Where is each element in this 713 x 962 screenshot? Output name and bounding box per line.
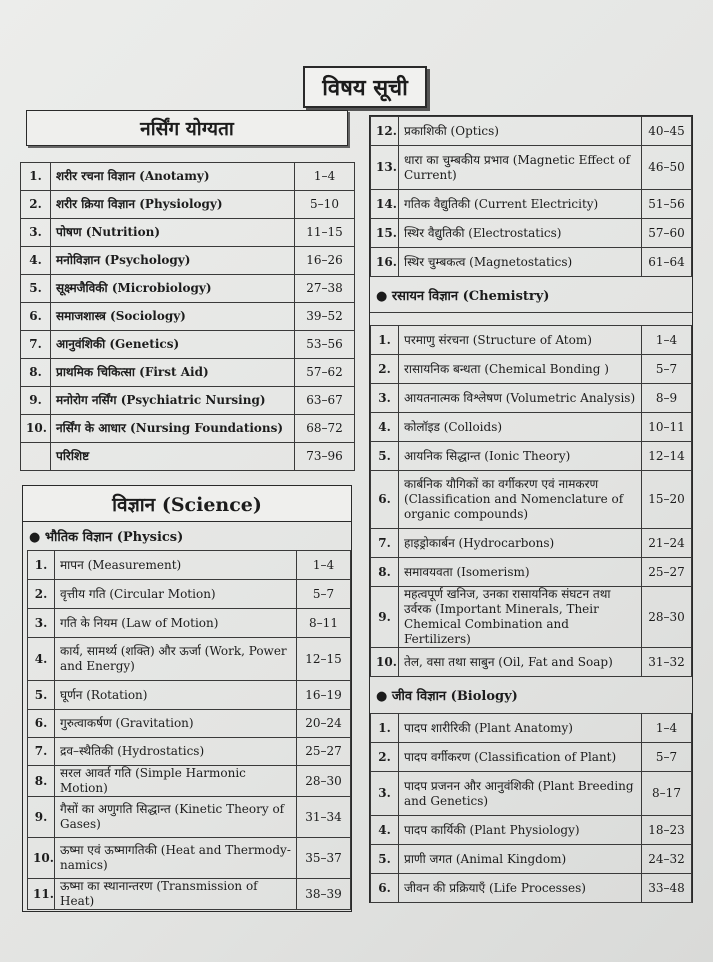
table-row <box>371 772 692 816</box>
row-number: 3. <box>371 772 399 816</box>
row-number: 3. <box>371 384 399 413</box>
row-pages: 8–17 <box>642 772 692 816</box>
row-topic: घूर्णन (Rotation) <box>55 681 297 710</box>
row-number: 4. <box>371 816 399 845</box>
biology-label: ● जीव विज्ञान (Biology) <box>376 689 518 704</box>
row-pages: 10–11 <box>642 413 692 442</box>
row-number: 4. <box>371 413 399 442</box>
row-number: 10. <box>21 415 51 443</box>
row-pages: 21–24 <box>642 529 692 558</box>
row-topic: गतिक वैद्युतिकी (Current Electricity) <box>399 190 642 219</box>
row-number: 8. <box>21 359 51 387</box>
row-topic: आयनिक सिद्धान्त (Ionic Theory) <box>399 442 642 471</box>
table-row <box>371 874 692 903</box>
row-topic: प्राथमिक चिकित्सा (First Aid) <box>51 359 295 387</box>
row-number: 11. <box>28 879 55 910</box>
row-number: 1. <box>371 326 399 355</box>
row-pages: 31–32 <box>642 648 692 677</box>
biology-table <box>370 713 692 903</box>
row-pages: 15–20 <box>642 471 692 529</box>
row-number <box>21 443 51 471</box>
page-title: विषय सूची <box>303 66 427 108</box>
table-row <box>28 879 351 910</box>
row-topic: मापन (Measurement) <box>55 551 297 580</box>
row-pages: 40–45 <box>642 117 692 146</box>
table-row <box>21 163 355 191</box>
row-pages: 46–50 <box>642 146 692 190</box>
row-number: 9. <box>28 797 55 838</box>
row-topic: स्थिर चुम्बकत्व (Magnetostatics) <box>399 248 642 277</box>
table-row <box>21 303 355 331</box>
chemistry-label: ● रसायन विज्ञान (Chemistry) <box>370 277 692 313</box>
row-pages: 63–67 <box>295 387 355 415</box>
physics-label: ● भौतिक विज्ञान (Physics) <box>29 530 184 545</box>
chemistry-table <box>370 325 692 677</box>
row-topic: पादप प्रजनन और आनुवंशिकी (Plant Breeding and Genetics) <box>399 772 642 816</box>
physics-table <box>27 550 351 910</box>
row-pages: 8–9 <box>642 384 692 413</box>
table-row <box>21 443 355 471</box>
row-number: 2. <box>21 191 51 219</box>
row-pages: 16–26 <box>295 247 355 275</box>
row-number: 13. <box>371 146 399 190</box>
table-row <box>371 558 692 587</box>
table-row <box>28 609 351 638</box>
row-number: 5. <box>371 845 399 874</box>
row-number: 10. <box>28 838 55 879</box>
row-pages: 25–27 <box>297 738 351 766</box>
row-number: 4. <box>28 638 55 681</box>
row-number: 9. <box>371 587 399 648</box>
table-row <box>28 838 351 879</box>
row-pages: 61–64 <box>642 248 692 277</box>
row-topic: सरल आवर्त गति (Simple Harmonic Motion) <box>55 766 297 797</box>
row-topic: समावयवता (Isomerism) <box>399 558 642 587</box>
table-row <box>371 355 692 384</box>
row-pages: 57–60 <box>642 219 692 248</box>
row-topic: गति के नियम (Law of Motion) <box>55 609 297 638</box>
table-row <box>371 248 692 277</box>
row-topic: हाइड्रोकार्बन (Hydrocarbons) <box>399 529 642 558</box>
row-number: 6. <box>371 874 399 903</box>
row-pages: 5–10 <box>295 191 355 219</box>
row-number: 1. <box>21 163 51 191</box>
row-pages: 33–48 <box>642 874 692 903</box>
table-row <box>28 738 351 766</box>
row-topic: वृत्तीय गति (Circular Motion) <box>55 580 297 609</box>
row-number: 12. <box>371 117 399 146</box>
row-topic: परिशिष्ट <box>51 443 295 471</box>
row-topic: ऊष्मा एवं ऊष्मागतिकी (Heat and Thermody-namics) <box>55 838 297 879</box>
row-pages: 18–23 <box>642 816 692 845</box>
row-pages: 1–4 <box>295 163 355 191</box>
table-row <box>21 359 355 387</box>
nursing-table <box>20 162 355 471</box>
row-pages: 1–4 <box>642 714 692 743</box>
row-pages: 38–39 <box>297 879 351 910</box>
row-pages: 53–56 <box>295 331 355 359</box>
row-pages: 5–7 <box>642 743 692 772</box>
table-row <box>371 384 692 413</box>
row-topic: ऊष्मा का स्थानान्तरण (Transmission of Heat) <box>55 879 297 910</box>
table-row <box>371 117 692 146</box>
table-row <box>371 816 692 845</box>
row-topic: आनुवंशिकी (Genetics) <box>51 331 295 359</box>
row-topic: प्रकाशिकी (Optics) <box>399 117 642 146</box>
row-topic: तेल, वसा तथा साबुन (Oil, Fat and Soap) <box>399 648 642 677</box>
row-number: 14. <box>371 190 399 219</box>
table-row <box>371 743 692 772</box>
row-pages: 12–14 <box>642 442 692 471</box>
row-topic: आयतनात्मक विश्लेषण (Volumetric Analysis) <box>399 384 642 413</box>
row-number: 3. <box>21 219 51 247</box>
nursing-section <box>26 110 348 146</box>
table-row <box>21 415 355 443</box>
row-number: 1. <box>371 714 399 743</box>
row-topic: धारा का चुम्बकीय प्रभाव (Magnetic Effect of Current) <box>399 146 642 190</box>
row-pages: 1–4 <box>642 326 692 355</box>
table-row <box>28 681 351 710</box>
table-row <box>371 845 692 874</box>
row-topic: मनोविज्ञान (Psychology) <box>51 247 295 275</box>
row-topic: शरीर रचना विज्ञान (Anotamy) <box>51 163 295 191</box>
table-row <box>28 638 351 681</box>
row-topic: गैसों का अणुगति सिद्धान्त (Kinetic Theory of Gases) <box>55 797 297 838</box>
table-row <box>28 710 351 738</box>
row-topic: गुरुत्वाकर्षण (Gravitation) <box>55 710 297 738</box>
table-row <box>28 580 351 609</box>
row-topic: जीवन की प्रक्रियाएँ (Life Processes) <box>399 874 642 903</box>
row-number: 5. <box>21 275 51 303</box>
row-topic: शरीर क्रिया विज्ञान (Physiology) <box>51 191 295 219</box>
row-number: 6. <box>28 710 55 738</box>
row-number: 8. <box>371 558 399 587</box>
row-number: 7. <box>371 529 399 558</box>
row-pages: 27–38 <box>295 275 355 303</box>
nursing-heading: नर्सिंग योग्यता <box>26 110 348 146</box>
row-pages: 12–15 <box>297 638 351 681</box>
row-topic: पादप शारीरिकी (Plant Anatomy) <box>399 714 642 743</box>
row-topic: पादप कार्यिकी (Plant Physiology) <box>399 816 642 845</box>
row-pages: 39–52 <box>295 303 355 331</box>
table-row <box>21 387 355 415</box>
row-topic: प्राणी जगत (Animal Kingdom) <box>399 845 642 874</box>
table-row <box>371 648 692 677</box>
row-number: 9. <box>21 387 51 415</box>
row-pages: 5–7 <box>297 580 351 609</box>
table-row <box>28 766 351 797</box>
row-number: 5. <box>371 442 399 471</box>
row-topic: परमाणु संरचना (Structure of Atom) <box>399 326 642 355</box>
physics-cont-table <box>370 116 692 277</box>
table-row <box>371 190 692 219</box>
row-pages: 25–27 <box>642 558 692 587</box>
row-number: 2. <box>371 743 399 772</box>
row-pages: 5–7 <box>642 355 692 384</box>
row-pages: 57–62 <box>295 359 355 387</box>
row-number: 8. <box>28 766 55 797</box>
row-number: 3. <box>28 609 55 638</box>
row-pages: 28–30 <box>642 587 692 648</box>
table-row <box>21 191 355 219</box>
row-topic: पादप वर्गीकरण (Classification of Plant) <box>399 743 642 772</box>
row-pages: 20–24 <box>297 710 351 738</box>
row-topic: द्रव–स्थैतिकी (Hydrostatics) <box>55 738 297 766</box>
table-row <box>371 714 692 743</box>
table-row <box>371 146 692 190</box>
row-pages: 16–19 <box>297 681 351 710</box>
row-pages: 31–34 <box>297 797 351 838</box>
row-number: 7. <box>28 738 55 766</box>
table-row <box>371 587 692 648</box>
row-topic: रासायनिक बन्धता (Chemical Bonding ) <box>399 355 642 384</box>
science-section <box>22 485 352 912</box>
table-row <box>371 471 692 529</box>
row-number: 7. <box>21 331 51 359</box>
row-topic: कोलॉइड (Colloids) <box>399 413 642 442</box>
table-row <box>28 797 351 838</box>
table-row <box>371 326 692 355</box>
row-pages: 1–4 <box>297 551 351 580</box>
right-column <box>369 115 693 903</box>
table-row <box>371 219 692 248</box>
row-pages: 68–72 <box>295 415 355 443</box>
row-topic: कार्य, सामर्थ्य (शक्ति) और ऊर्जा (Work, Power and Energy) <box>55 638 297 681</box>
row-topic: पोषण (Nutrition) <box>51 219 295 247</box>
row-topic: सूक्ष्मजैविकी (Microbiology) <box>51 275 295 303</box>
row-number: 10. <box>371 648 399 677</box>
row-topic: महत्वपूर्ण खनिज, उनका रासायनिक संघटन तथा उर्वरक (Important Minerals, Their Chemical Combination and Fertilizers) <box>399 587 642 648</box>
row-topic: कार्बनिक यौगिकों का वर्गीकरण एवं नामकरण (Classification and Nomenclature of organic compounds) <box>399 471 642 529</box>
row-number: 1. <box>28 551 55 580</box>
row-number: 2. <box>371 355 399 384</box>
row-pages: 35–37 <box>297 838 351 879</box>
row-pages: 51–56 <box>642 190 692 219</box>
row-number: 5. <box>28 681 55 710</box>
table-row <box>21 275 355 303</box>
science-heading: विज्ञान (Science) <box>23 486 351 522</box>
row-topic: स्थिर वैद्युतिकी (Electrostatics) <box>399 219 642 248</box>
row-number: 2. <box>28 580 55 609</box>
row-pages: 24–32 <box>642 845 692 874</box>
row-pages: 73–96 <box>295 443 355 471</box>
row-number: 4. <box>21 247 51 275</box>
table-row <box>371 529 692 558</box>
row-number: 16. <box>371 248 399 277</box>
row-number: 15. <box>371 219 399 248</box>
row-topic: समाजशास्त्र (Sociology) <box>51 303 295 331</box>
table-row <box>28 551 351 580</box>
row-number: 6. <box>21 303 51 331</box>
row-pages: 28–30 <box>297 766 351 797</box>
table-row <box>371 413 692 442</box>
table-row <box>21 247 355 275</box>
nursing-table-wrap <box>20 162 355 471</box>
table-row <box>21 219 355 247</box>
row-pages: 11–15 <box>295 219 355 247</box>
table-row <box>21 331 355 359</box>
row-pages: 8–11 <box>297 609 351 638</box>
row-topic: नर्सिंग के आधार (Nursing Foundations) <box>51 415 295 443</box>
row-topic: मनोरोग नर्सिंग (Psychiatric Nursing) <box>51 387 295 415</box>
table-row <box>371 442 692 471</box>
row-number: 6. <box>371 471 399 529</box>
